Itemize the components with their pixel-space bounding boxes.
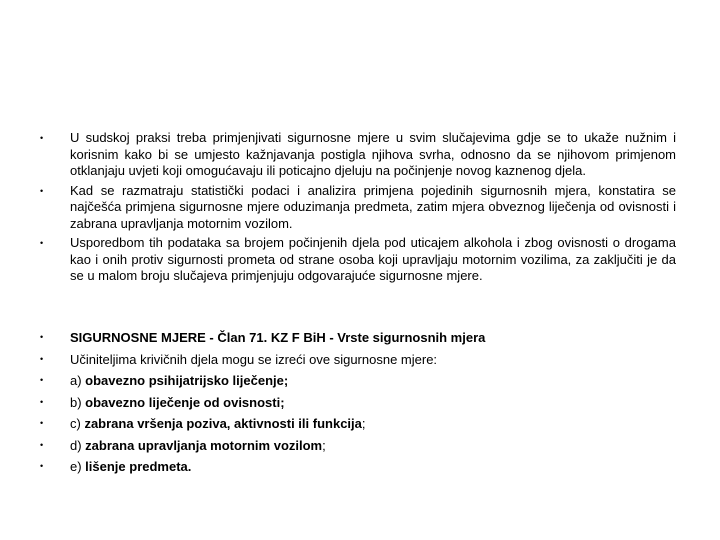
measure-prefix: a) bbox=[70, 373, 86, 388]
paragraph-item bbox=[36, 235, 676, 285]
measure-prefix: c) bbox=[70, 416, 85, 431]
measure-item bbox=[36, 392, 676, 414]
measure-prefix: b) bbox=[70, 394, 86, 410]
paragraph-list bbox=[36, 130, 676, 285]
section-heading-item bbox=[36, 327, 676, 349]
bullet-icon: • bbox=[40, 396, 44, 407]
bullet-icon: • bbox=[40, 133, 44, 143]
measure-text: obavezno liječenje od ovisnosti; bbox=[85, 394, 285, 410]
intro-item bbox=[36, 349, 676, 371]
bullet-icon: • bbox=[40, 332, 44, 342]
paragraph-item bbox=[36, 183, 676, 233]
measure-suffix: ; bbox=[322, 437, 326, 453]
bullet-icon: • bbox=[40, 461, 44, 471]
measure-text: zabrana upravljanja motornim vozilom bbox=[85, 437, 323, 453]
measure-item bbox=[36, 370, 676, 392]
measure-item bbox=[36, 456, 676, 478]
bullet-icon: • bbox=[40, 353, 44, 364]
measure-item bbox=[36, 413, 676, 435]
measure-text: zabrana vršenja poziva, aktivnosti ili funkcija bbox=[84, 416, 362, 431]
measure-text: lišenje predmeta. bbox=[85, 459, 192, 474]
measure-prefix: d) bbox=[70, 437, 86, 453]
bullet-icon: • bbox=[40, 375, 44, 385]
measures-list bbox=[36, 327, 676, 478]
bullet-icon: • bbox=[40, 238, 44, 248]
paragraph-item bbox=[36, 130, 676, 180]
measure-item bbox=[36, 435, 676, 457]
measure-prefix: e) bbox=[70, 459, 86, 474]
paragraph-text: Kad se razmatraju statistički podaci i analizira primjena pojedinih sigurnosnih mjera, konstatira se najčešća primjena sigurnosne mjere oduzimanja predmeta, zatim mjera obveznog liječenja od ovisnosti i zabrana upravljanja motornim vozilom. bbox=[70, 182, 676, 231]
paragraph-text: U sudskoj praksi treba primjenjivati sigurnosne mjere u svim slučajevima gdje se to ukaže nužnim i korisnim kako bi se umjesto kažnjavanja postigla njihova svrha, odnosno da se njihovom primjenom otklanjaju uvjeti koji omogućavaju ili poticajno djeluju na počinjenje novog kaznenog djela. bbox=[70, 130, 676, 178]
paragraph-text: Usporedbom tih podataka sa brojem počinjenih djela pod uticajem alkohola i zbog ovisnosti o drogama kao i onih protiv sigurnosti prometa od strane osoba koji upravljaju motornim vozilima, za zaključiti je da se u malom broju slučajeva primjenjuju odgovarajuće sigurnosne mjere. bbox=[70, 235, 676, 283]
bullet-icon: • bbox=[40, 439, 44, 450]
bullet-icon: • bbox=[40, 418, 44, 428]
section-heading: SIGURNOSNE MJERE - Član 71. KZ F BiH - Vrste sigurnosnih mjera bbox=[70, 330, 486, 345]
intro-text: Učiniteljima krivičnih djela mogu se izreći ove sigurnosne mjere: bbox=[70, 351, 438, 367]
measure-suffix: ; bbox=[361, 416, 366, 431]
measure-text: obavezno psihijatrijsko liječenje; bbox=[85, 373, 289, 388]
bullet-icon: • bbox=[40, 185, 44, 196]
